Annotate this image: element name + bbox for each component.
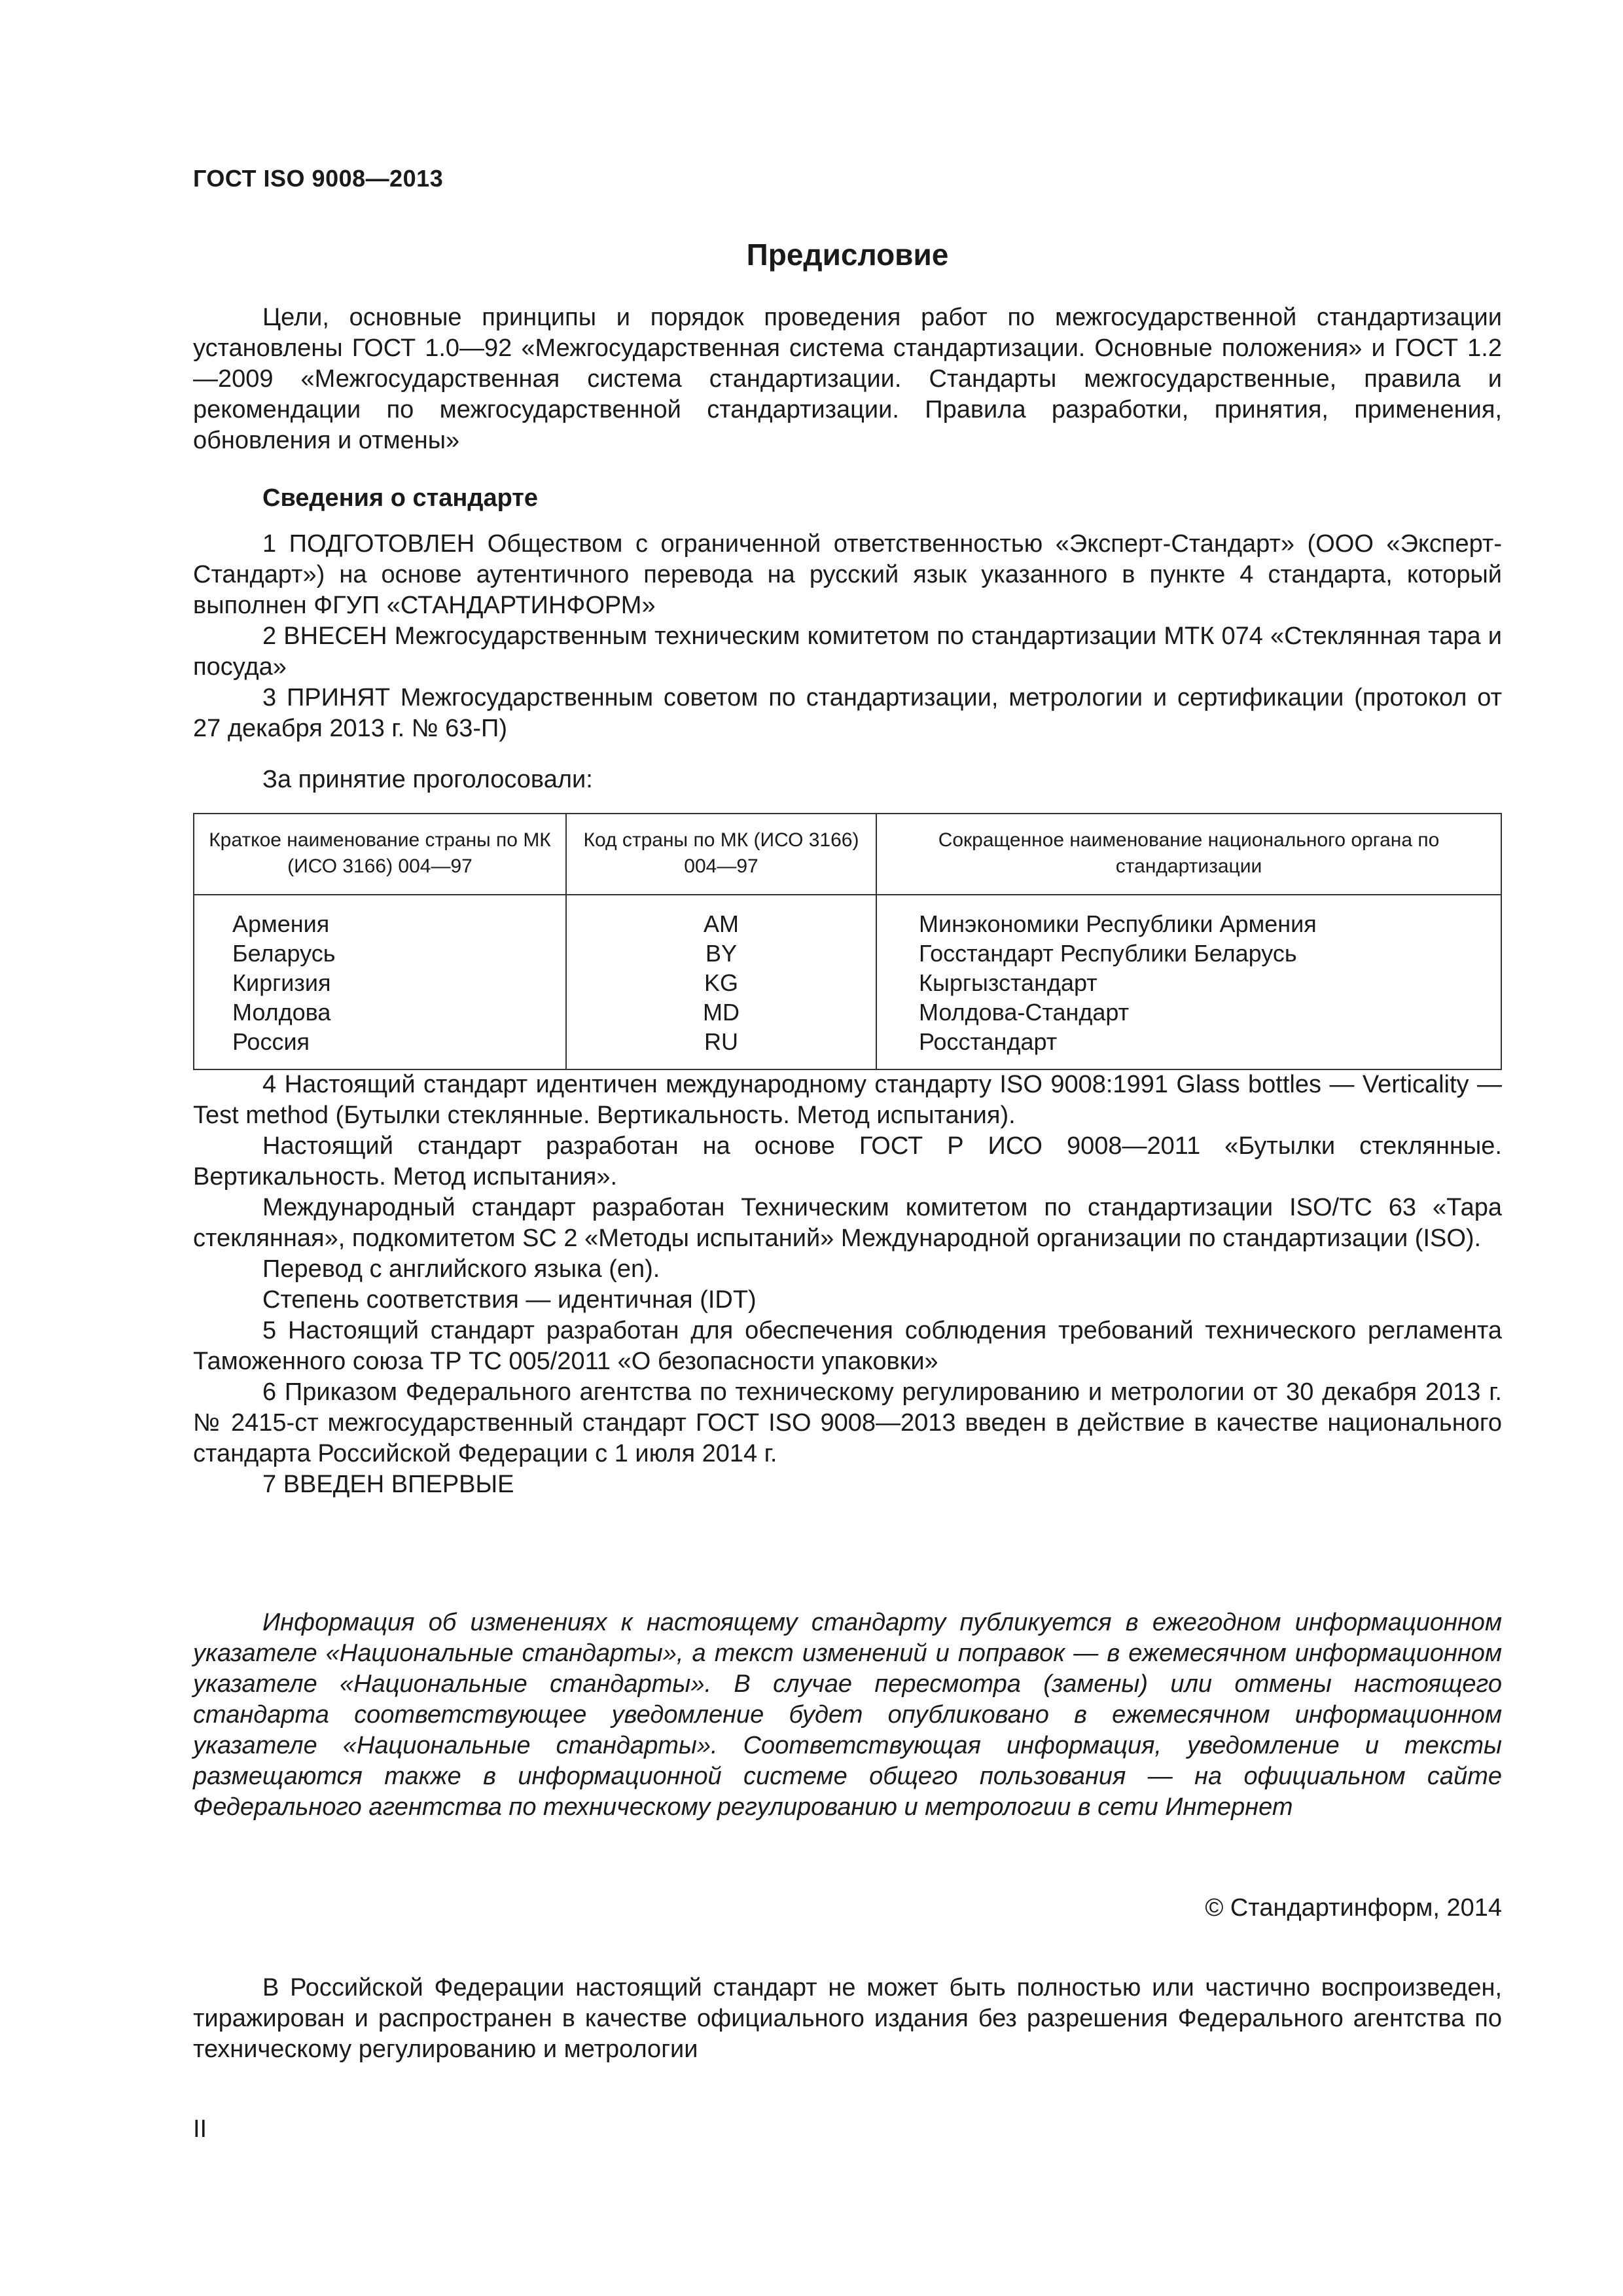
table-header-country: Краткое наименование страны по МК (ИСО 3166) 004—97	[194, 814, 566, 895]
info-item-1: 1 ПОДГОТОВЛЕН Обществом с ограниченной ответственностью «Эксперт-Стандарт» (ООО «Эксперт-Стандарт») на основе аутентичного перевода на русский язык указанного в пункте 4 стандарта, который выполнен ФГУП «СТАНДАРТИНФОРМ»	[193, 530, 1502, 619]
info-item-7: 7 ВВЕДЕН ВПЕРВЫЕ	[262, 1471, 514, 1498]
info-item-4-committee: Международный стандарт разработан Техническим комитетом по стандартизации ISO/TC 63 «Тара стеклянная», подкомитетом SC 2 «Методы испытаний» Международной организации по стандартизации (ISO).	[193, 1194, 1502, 1252]
info-item-4: 4 Настоящий стандарт идентичен международному стандарту ISO 9008:1991 Glass bottles — Verticality — Test method (Бутылки стеклянные. Вертикальность. Метод испытания).	[193, 1071, 1502, 1129]
table-cell-body: Госстандарт Республики Беларусь	[876, 939, 1501, 968]
table-cell-country: Киргизия	[194, 968, 566, 997]
table-row	[194, 968, 1501, 997]
notice-block	[193, 1607, 1502, 1823]
voted-label-block	[193, 764, 1502, 795]
members-table	[193, 813, 1502, 1070]
table-row	[194, 997, 1501, 1027]
table-header-row	[194, 814, 1501, 895]
info-item-4-basis: Настоящий стандарт разработан на основе ГОСТ Р ИСО 9008—2011 «Бутылки стеклянные. Вертикальность. Метод испытания».	[193, 1132, 1502, 1191]
info-item-6: 6 Приказом Федерального агентства по техническому регулированию и метрологии от 30 декабря 2013 г. № 2415-ст межгосударственный стандарт ГОСТ ISO 9008—2013 введен в действие в качестве национального стандарта Российской Федерации с 1 июля 2014 г.	[193, 1378, 1502, 1467]
amendments-notice: Информация об изменениях к настоящему стандарту публикуется в ежегодном информационном указателе «Национальные стандарты», а текст изменений и поправок — в ежемесячном информационном указателе «Национальные стандарты». В случае пересмотра (замены) или отмены настоящего стандарта соответствующее уведомление будет опубликовано в ежемесячном информационном указателе «Национальные стандарты». Соответствующая информация, уведомление и тексты размещаются также в информационной системе общего пользования — на официальном сайте Федерального агентства по техническому регулированию и метрологии в сети Интернет	[193, 1609, 1502, 1821]
intro-paragraph-block	[193, 302, 1502, 456]
table-cell-code: MD	[566, 997, 876, 1027]
table-cell-country: Беларусь	[194, 939, 566, 968]
table-row	[194, 895, 1501, 939]
table-cell-country: Молдова	[194, 997, 566, 1027]
table-cell-body: Молдова-Стандарт	[876, 997, 1501, 1027]
copyright-block	[193, 1893, 1502, 1924]
table-cell-country: Армения	[194, 895, 566, 939]
info-items-a	[193, 529, 1502, 744]
rights-statement: В Российской Федерации настоящий стандарт не может быть полностью или частично воспроизведен, тиражирован и распространен в качестве официального издания без разрешения Федерального агентства по техническому регулированию и метрологии	[193, 1974, 1502, 2063]
doc-code-header: ГОСТ ISO 9008—2013	[193, 165, 444, 192]
page-number: II	[193, 2115, 207, 2143]
info-items-b	[193, 1069, 1502, 1500]
info-item-4-translation: Перевод с английского языка (en).	[262, 1255, 660, 1283]
table-row	[194, 939, 1501, 968]
table-cell-body: Росстандарт	[876, 1027, 1501, 1069]
info-item-2: 2 ВНЕСЕН Межгосударственным техническим комитетом по стандартизации МТК 074 «Стеклянная тара и посуда»	[193, 622, 1502, 681]
copyright: © Стандартинформ, 2014	[1205, 1894, 1502, 1922]
info-item-4-degree: Степень соответствия — идентичная (IDT)	[262, 1286, 757, 1314]
table-cell-code: AM	[566, 895, 876, 939]
intro-paragraph: Цели, основные принципы и порядок проведения работ по межгосударственной стандартизации установлены ГОСТ 1.0—92 «Межгосударственная система стандартизации. Основные положения» и ГОСТ 1.2—2009 «Межгосударственная система стандартизации. Стандарты межгосударственные, правила и рекомендации по межгосударственной стандартизации. Правила разработки, принятия, применения, обновления и отмены»	[193, 304, 1502, 454]
section-heading: Сведения о стандарте	[262, 484, 539, 512]
table-cell-code: KG	[566, 968, 876, 997]
table-cell-code: RU	[566, 1027, 876, 1069]
section-heading-block	[193, 483, 1502, 514]
table-cell-body: Минэкономики Республики Армения	[876, 895, 1501, 939]
table-header-code: Код страны по МК (ИСО 3166) 004—97	[566, 814, 876, 895]
voted-label: За принятие проголосовали:	[262, 766, 593, 793]
table-cell-country: Россия	[194, 1027, 566, 1069]
rights-block	[193, 1973, 1502, 2065]
table-header-body: Сокращенное наименование национального органа по стандартизации	[876, 814, 1501, 895]
page-title: Предисловие	[746, 238, 949, 272]
members-table-block	[193, 813, 1502, 1070]
table-cell-body: Кыргызстандарт	[876, 968, 1501, 997]
info-item-5: 5 Настоящий стандарт разработан для обеспечения соблюдения требований технического регламента Таможенного союза ТР ТС 005/2011 «О безопасности упаковки»	[193, 1317, 1502, 1375]
info-item-3: 3 ПРИНЯТ Межгосударственным советом по стандартизации, метрологии и сертификации (протокол от 27 декабря 2013 г. № 63-П)	[193, 684, 1502, 742]
table-cell-code: BY	[566, 939, 876, 968]
table-row	[194, 1027, 1501, 1069]
